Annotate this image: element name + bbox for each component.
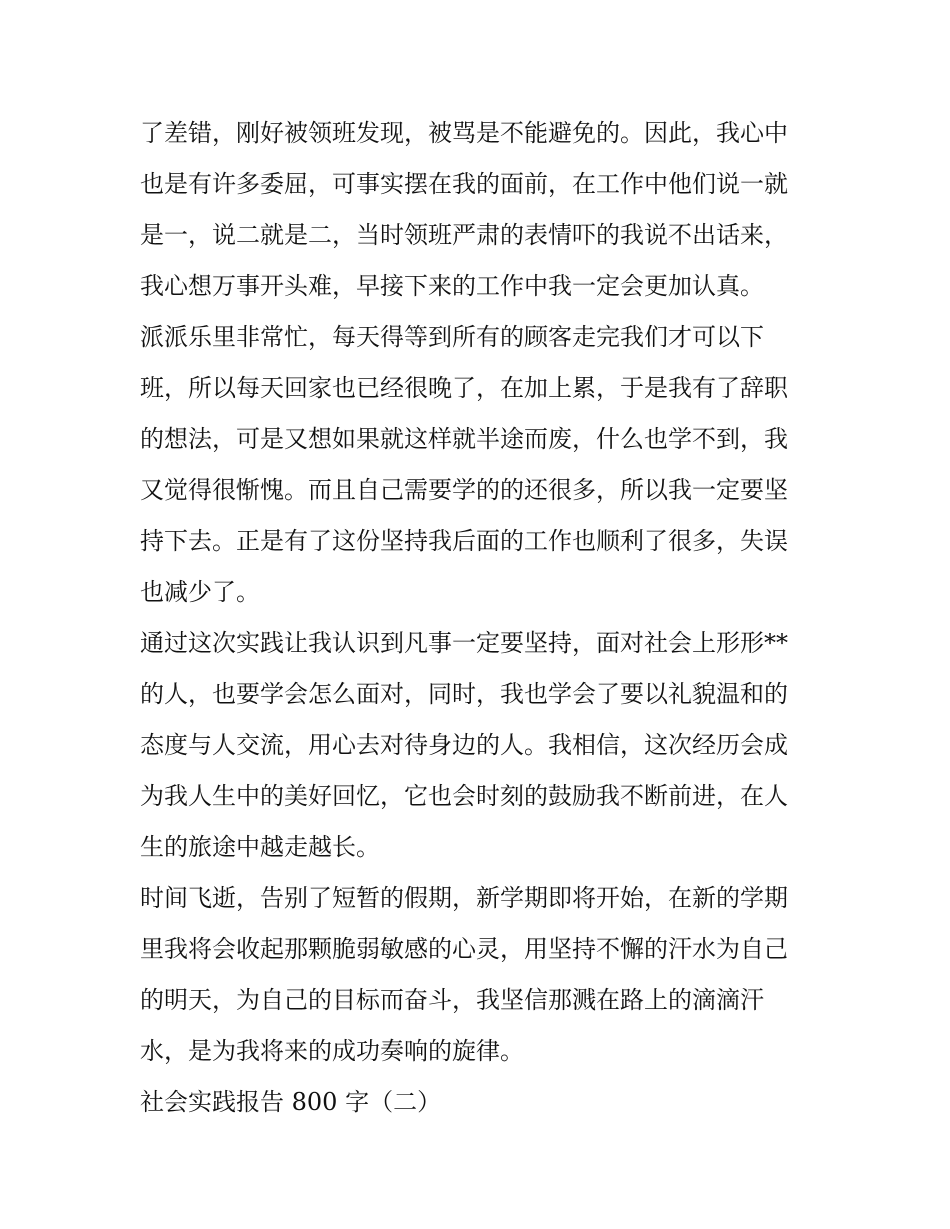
text-line: 时间飞逝，告别了短暂的假期，新学期即将开始，在新的学期 [140,884,788,912]
text-line: 为我人生中的美好回忆，它也会时刻的鼓励我不断前进，在人 [140,782,788,810]
text-line: 我心想万事开头难，早接下来的工作中我一定会更加认真。 [140,272,764,300]
document-body [140,108,820,1128]
text-line: 的人，也要学会怎么面对，同时，我也学会了要以礼貌温和的 [140,680,788,708]
text-line: 里我将会收起那颗脆弱敏感的心灵，用坚持不懈的汗水为自己 [140,935,788,963]
text-line: 通过这次实践让我认识到凡事一定要坚持，面对社会上形形** [140,629,788,657]
text-line: 也减少了。 [140,578,260,606]
text-line: 态度与人交流，用心去对待身边的人。我相信，这次经历会成 [140,731,788,759]
text-line: 的想法，可是又想如果就这样就半途而废，什么也学不到，我 [140,425,788,453]
text-line: 班，所以每天回家也已经很晚了，在加上累，于是我有了辞职 [140,374,788,402]
text-line: 是一，说二就是二，当时领班严肃的表情吓的我说不出话来， [140,221,788,249]
text-line: 派派乐里非常忙，每天得等到所有的顾客走完我们才可以下 [140,323,764,351]
text-line: 又觉得很惭愧。而且自己需要学的的还很多，所以我一定要坚 [140,476,788,504]
text-line: 生的旅途中越走越长。 [140,833,380,861]
text-line: 了差错，刚好被领班发现，被骂是不能避免的。因此，我心中 [140,119,788,147]
text-line: 持下去。正是有了这份坚持我后面的工作也顺利了很多，失误 [140,527,788,555]
text-line: 水，是为我将来的成功奏响的旋律。 [140,1037,524,1065]
section-heading: 社会实践报告 800 字（二） [140,1088,442,1116]
text-line: 的明天，为自己的目标而奋斗，我坚信那溅在路上的滴滴汗 [140,986,764,1014]
text-line: 也是有许多委屈，可事实摆在我的面前，在工作中他们说一就 [140,170,788,198]
